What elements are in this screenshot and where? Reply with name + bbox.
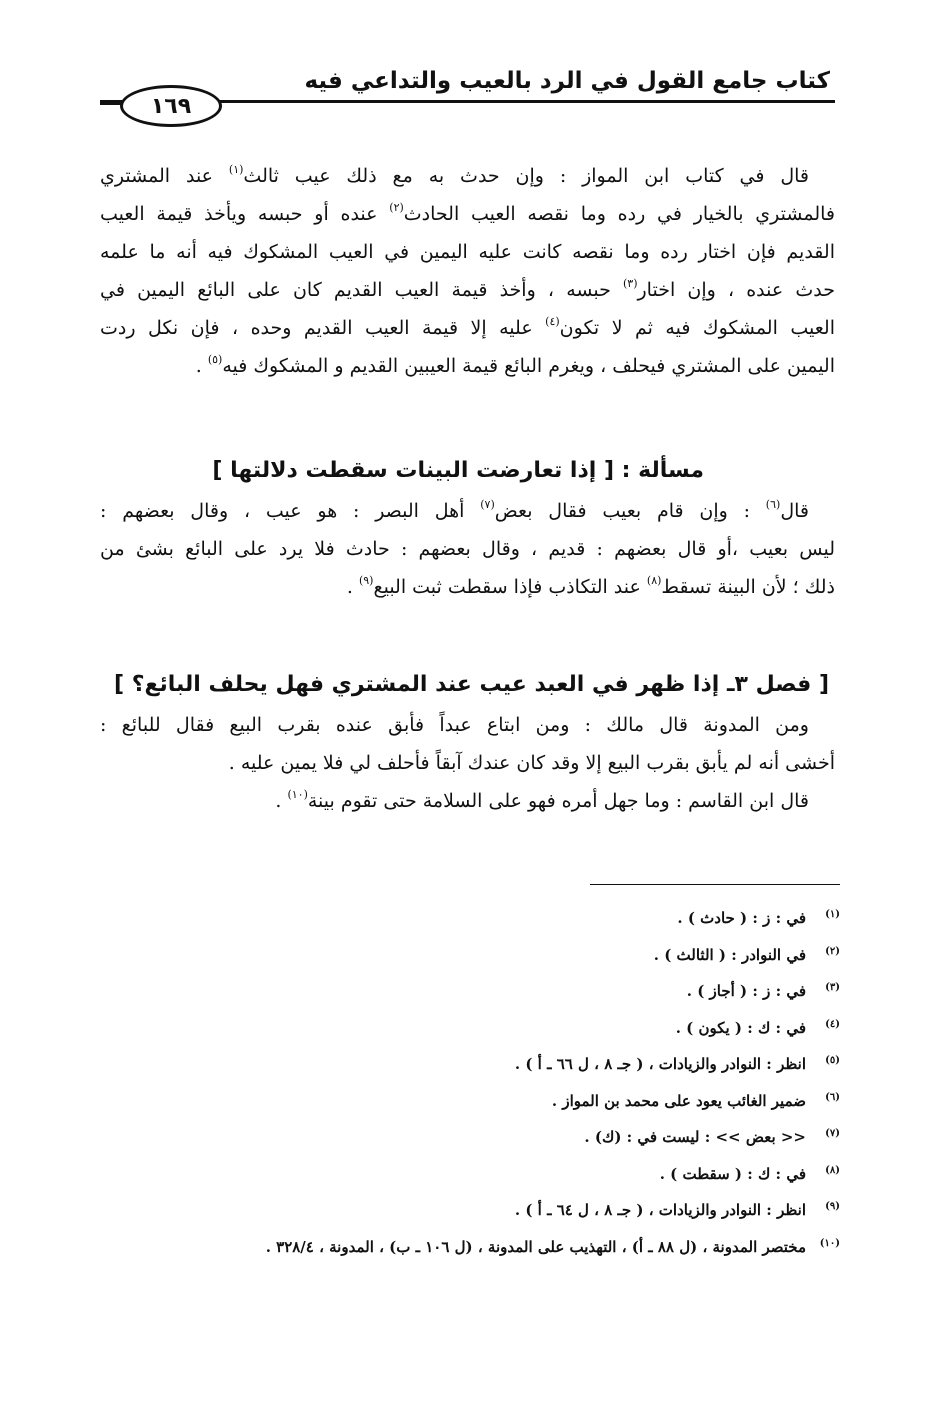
footnote-item (190, 937, 840, 974)
footnote-ref[interactable]: (٩) (358, 574, 374, 587)
footnote-ref[interactable]: (٢) (389, 201, 404, 214)
footnote-item (190, 900, 840, 937)
footnotes-list (190, 900, 840, 1265)
paragraph-4 (100, 782, 835, 820)
footnote-number: (٨) (825, 1164, 840, 1176)
footnote-text: << بعض >> : ليست في : (ك) . (584, 1128, 806, 1146)
footnote-number: (٩) (825, 1201, 840, 1212)
section-heading-fasl-3: [ فصل ٣ـ إذا ظهر في العبد عيب عند المشتري فهل يحلف البائع؟ ] (114, 672, 829, 697)
text-line: قال ابن القاسم : وما جهل أمره فهو على السلامة حتى تقوم بينة$^{(١٠)}$ . (275, 788, 809, 812)
footnote-number: (٦) (825, 1091, 840, 1103)
text-line: اليمين على المشتري فيحلف ، ويغرم البائع قيمة العيبين القديم و المشكوك فيه$^{(٥)}$ . (195, 353, 835, 377)
running-title: كتاب جامع القول في الرد بالعيب والتداعي فيه (304, 68, 830, 94)
footnote-item (190, 1010, 840, 1047)
text-line: ليس بعيب ،أو قال بعضهم : قديم ، وقال بعضهم : حادث فلا يرد على البائع بشئ من (100, 538, 835, 560)
footnote-item (190, 1229, 840, 1266)
page-number: ١٦٩ (120, 85, 222, 127)
footnote-item (190, 1192, 840, 1229)
text-line: فالمشتري بالخيار في رده وما نقصه العيب الحادث$^{(٢)}$ عنده أو حبسه ويأخذ قيمة العيب (100, 201, 835, 225)
footnote-ref[interactable]: (٤) (545, 315, 560, 328)
text-line: قال$^{(٦)}$ : وإن قام بعيب فقال بعض$^{(٧)}$ أهل البصر : هو عيب ، وقال بعضهم : (100, 498, 809, 522)
footnote-ref[interactable]: (٨) (646, 574, 662, 587)
header-rule-tail (100, 101, 122, 105)
footnote-item (190, 1156, 840, 1193)
footnote-ref[interactable]: (١) (228, 163, 244, 176)
footnote-text: في : ز : ( أجاز ) . (686, 982, 806, 1000)
footnote-ref[interactable]: (٦) (765, 498, 781, 511)
paragraph-3 (100, 706, 835, 782)
footnote-text: انظر : النوادر والزيادات ، ( جـ ٨ ، ل ٦٤ ـ أ ) . (514, 1201, 806, 1219)
footnote-ref[interactable]: (٧) (480, 498, 495, 511)
footnote-number: (٢) (825, 945, 840, 957)
footnote-number: (٥) (825, 1055, 840, 1066)
footnote-ref[interactable]: (٣) (622, 277, 638, 290)
text-line: أخشى أنه لم يأبق بقرب البيع إلا وقد كان عندك آبقاً فأحلف لي فلا يمين عليه . (228, 752, 835, 774)
text-line: القديم فإن اختار رده وما نقصه كانت عليه اليمين في العيب المشكوك فيه أنه ما علمه (100, 241, 835, 263)
paragraph-1 (100, 157, 835, 385)
text-line: ذلك ؛ لأن البينة تسقط$^{(٨)}$ عند التكاذب فإذا سقطت ثبت البيع$^{(٩)}$ . (346, 574, 835, 598)
paragraph-2 (100, 492, 835, 606)
footnote-text: انظر : النوادر والزيادات ، ( جـ ٨ ، ل ٦٦ ـ أ ) . (514, 1055, 806, 1073)
footnote-number: (١٠) (819, 1237, 840, 1249)
footnote-text: في : ك : ( سقطت ) . (659, 1164, 806, 1183)
footnote-separator (590, 884, 840, 885)
footnote-text: في النوادر : ( الثالث ) . (653, 945, 806, 964)
text-line: ومن المدونة قال مالك : ومن ابتاع عبداً فأبق عنده بقرب البيع فقال للبائع : (100, 714, 809, 736)
footnote-text: ضمير الغائب يعود على محمد بن المواز . (551, 1091, 806, 1110)
text-line: حدث عنده ، وإن اختار$^{(٣)}$ حبسه ، وأخذ قيمة العيب القديم كان على البائع اليمين في (100, 277, 835, 301)
text-line: العيب المشكوك فيه ثم لا تكون$^{(٤)}$ عليه إلا قيمة العيب القديم وحده ، فإن نكل ردت (100, 315, 835, 339)
footnote-ref[interactable]: (٥) (207, 353, 223, 366)
footnote-item (190, 1083, 840, 1120)
footnote-number: (٤) (825, 1018, 840, 1030)
footnote-item (190, 1119, 840, 1156)
footnote-text: في : ز : ( حادث ) . (677, 909, 806, 927)
footnote-text: في : ك : ( يكون ) . (675, 1018, 806, 1037)
footnote-item (190, 1046, 840, 1083)
footnote-number: (١) (825, 909, 840, 920)
text-line: قال في كتاب ابن المواز : وإن حدث به مع ذلك عيب ثالث$^{(١)}$ عند المشتري (100, 163, 809, 187)
section-heading-masala: مسألة : [ إذا تعارضت البينات سقطت دلالتها ] (212, 458, 704, 483)
footnote-item (190, 973, 840, 1010)
footnote-number: (٧) (825, 1128, 840, 1139)
footnote-ref[interactable]: (١٠) (287, 788, 308, 801)
footnote-text: مختصر المدونة ، (ل ٨٨ ـ أ) ، التهذيب على المدونة ، (ل ١٠٦ ـ ب) ، المدونة ، ٣٢٨/٤ . (265, 1237, 806, 1256)
footnote-number: (٣) (825, 982, 840, 993)
